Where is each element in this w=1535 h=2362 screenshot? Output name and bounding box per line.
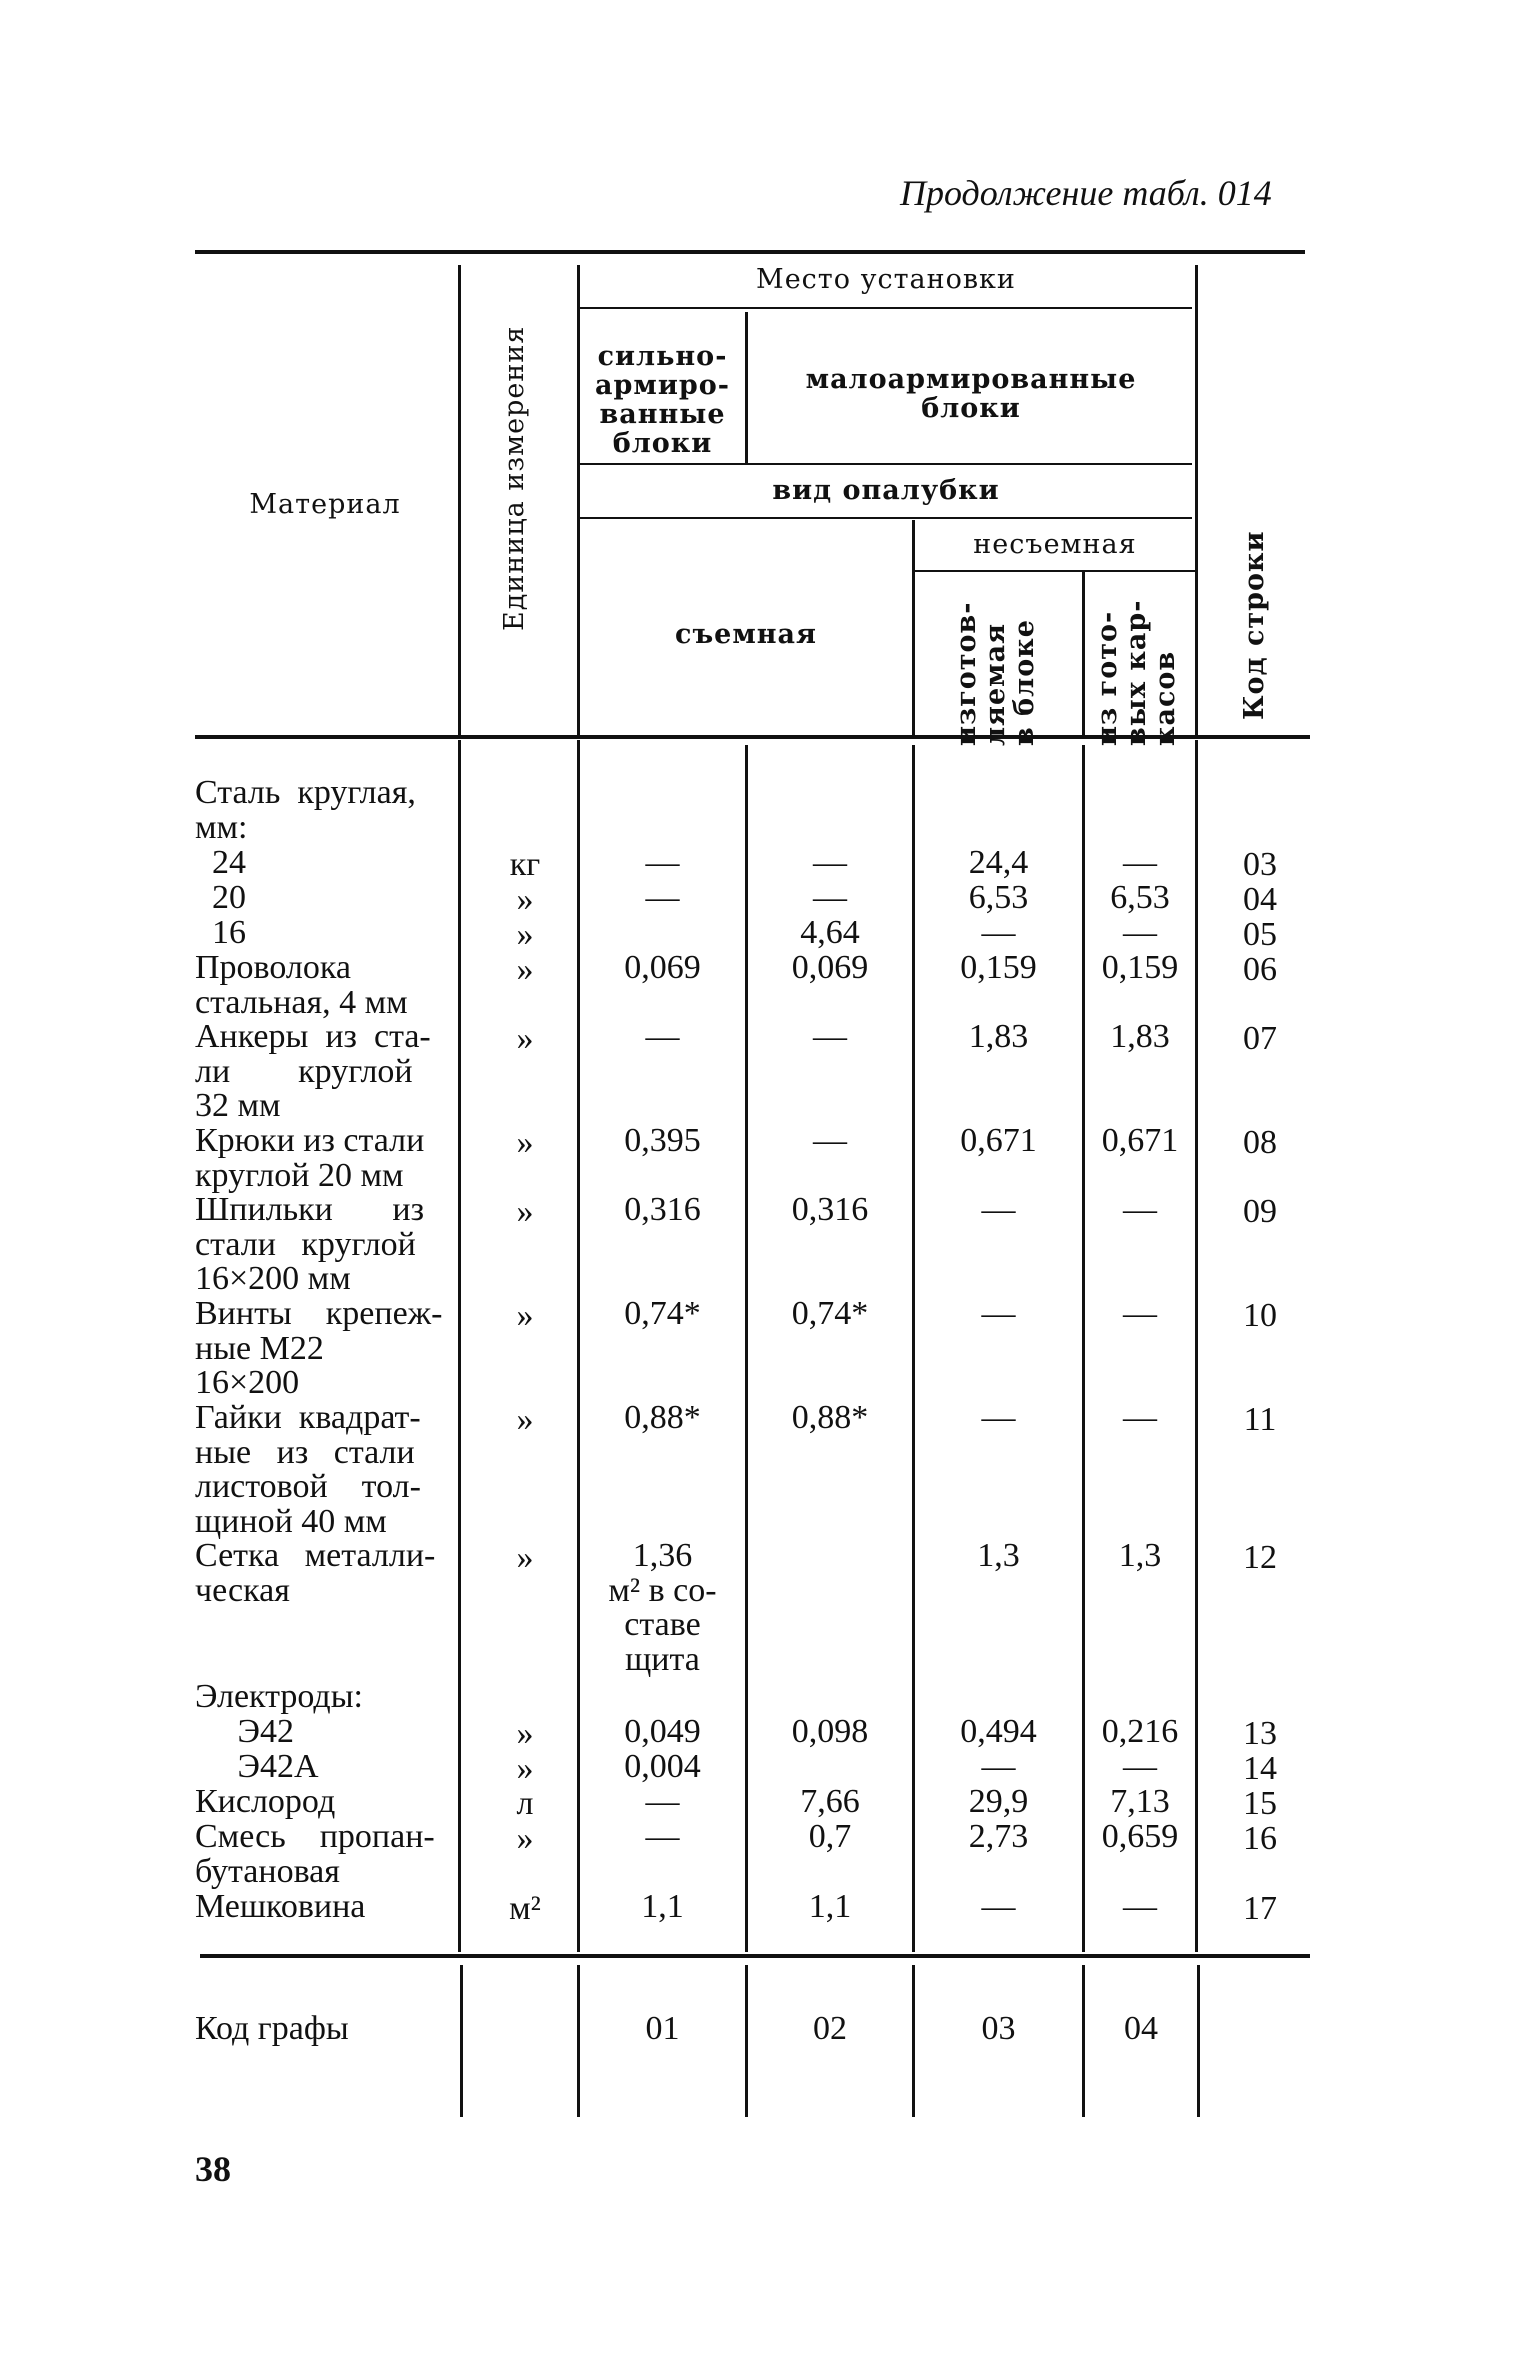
- v-rule: [1082, 572, 1085, 735]
- value-cell-04: —: [1123, 1295, 1157, 1332]
- value-cell-01: —: [645, 1018, 680, 1055]
- value-cell-02: —: [813, 879, 847, 916]
- value-cell-03: 0,671: [960, 1122, 1037, 1159]
- row-code-cell: 08: [1243, 1124, 1277, 1161]
- value-cell-01: 0,88*: [624, 1399, 701, 1436]
- value-cell-03: —: [981, 1888, 1016, 1925]
- row-code-cell: 17: [1243, 1890, 1277, 1927]
- value-cell-01: 0,069: [624, 949, 701, 986]
- value-cell-03: 2,73: [968, 1818, 1029, 1855]
- value-cell-03: —: [981, 1748, 1016, 1785]
- value-cell-02: 0,316: [791, 1191, 869, 1228]
- value-cell-02: 1,1: [808, 1888, 852, 1925]
- unit-cell: »: [516, 1124, 534, 1161]
- material-cell: Сталь круглая, мм:: [195, 774, 416, 846]
- value-cell-01: —: [645, 879, 680, 916]
- body-bottom-rule: [200, 1954, 1310, 1958]
- v-rule: [458, 740, 461, 1952]
- material-cell: Э42: [195, 1713, 294, 1750]
- value-cell-04: 1,3: [1118, 1537, 1162, 1574]
- value-cell-03: 0,494: [960, 1713, 1037, 1750]
- value-cell-03: —: [981, 914, 1016, 951]
- value-cell-02: 7,66: [800, 1783, 860, 1820]
- value-cell-04: 0,159: [1101, 949, 1179, 986]
- column-code: 01: [645, 2010, 680, 2047]
- value-cell-02: 0,069: [791, 949, 869, 986]
- value-cell-01: —: [645, 1818, 680, 1855]
- value-cell-02: 0,7: [808, 1818, 852, 1855]
- unit-cell: »: [516, 1820, 534, 1857]
- top-rule: [195, 250, 1305, 254]
- row-code-cell: 14: [1243, 1750, 1277, 1787]
- header-removable: съемная: [675, 619, 817, 650]
- value-cell-01: 0,004: [624, 1748, 701, 1785]
- value-cell-01: 0,049: [624, 1713, 701, 1750]
- header-material: Материал: [249, 489, 401, 520]
- formwork-rule: [580, 517, 1192, 519]
- value-cell-03: —: [981, 1191, 1016, 1228]
- unit-cell: »: [516, 916, 534, 953]
- header-place: Место установки: [756, 264, 1016, 295]
- value-cell-02: 0,74*: [791, 1295, 869, 1332]
- v-rule: [1195, 740, 1198, 1952]
- value-cell-04: 0,671: [1101, 1122, 1179, 1159]
- column-code: 03: [981, 2010, 1016, 2047]
- unit-cell: м²: [509, 1890, 541, 1927]
- unit-cell: »: [516, 1750, 534, 1787]
- value-cell-02: —: [813, 1018, 847, 1055]
- header-unit: Единица измерения: [499, 325, 530, 631]
- material-cell: Смесь пропан- бутановая: [195, 1818, 435, 1890]
- material-cell: Сетка металли- ческая: [195, 1537, 436, 1609]
- value-cell-01: 1,1: [641, 1888, 684, 1925]
- material-cell: Кислород: [195, 1783, 336, 1820]
- material-cell: 20: [195, 879, 246, 916]
- row-code-cell: 06: [1243, 951, 1277, 988]
- value-cell-01: 0,395: [624, 1122, 701, 1159]
- row-code-cell: 07: [1243, 1020, 1277, 1057]
- unit-cell: »: [516, 881, 534, 918]
- header-non-removable: несъемная: [973, 529, 1137, 560]
- unit-cell: »: [516, 1020, 534, 1057]
- value-cell-04: —: [1123, 1888, 1157, 1925]
- unit-cell: »: [516, 1193, 534, 1230]
- row-code-cell: 13: [1243, 1715, 1277, 1752]
- value-cell-04: 1,83: [1110, 1018, 1170, 1055]
- value-cell-04: —: [1123, 1191, 1157, 1228]
- v-rule: [458, 265, 461, 735]
- material-cell: Винты крепеж- ные М22 16×200: [195, 1295, 443, 1401]
- value-cell-03: 1,3: [977, 1537, 1020, 1574]
- unit-cell: »: [516, 1297, 534, 1334]
- unit-cell: »: [516, 1715, 534, 1752]
- row-code-cell: 03: [1243, 846, 1277, 883]
- value-cell-02: —: [813, 1122, 847, 1159]
- value-cell-04: 0,659: [1101, 1818, 1179, 1855]
- unit-cell: »: [516, 1539, 534, 1576]
- table-caption: Продолжение табл. 014: [900, 173, 1272, 213]
- value-cell-03: 1,83: [968, 1018, 1029, 1055]
- value-cell-01: 0,74*: [624, 1295, 701, 1332]
- value-cell-04: 6,53: [1110, 879, 1170, 916]
- header-heavy-reinforced: сильно- армиро- ванные блоки: [595, 341, 730, 459]
- v-rule: [460, 1965, 463, 2117]
- page-number: 38: [195, 2149, 231, 2189]
- value-cell-02: 0,098: [791, 1713, 869, 1750]
- row-code-cell: 15: [1243, 1785, 1277, 1822]
- row-code-cell: 16: [1243, 1820, 1277, 1857]
- place-rule: [580, 307, 1192, 309]
- value-cell-04: —: [1123, 1748, 1157, 1785]
- reinforcement-rule: [580, 463, 1192, 465]
- header-made-in-block: изготов- ляемая в блоке: [951, 601, 1040, 746]
- v-rule: [745, 312, 748, 464]
- value-cell-04: —: [1123, 914, 1157, 951]
- material-cell: Э42А: [195, 1748, 319, 1785]
- value-cell-03: —: [981, 1295, 1016, 1332]
- header-from-frames: из гото- вых кар- касов: [1092, 599, 1181, 746]
- v-rule: [1195, 265, 1198, 735]
- row-code-cell: 05: [1243, 916, 1277, 953]
- column-code: 04: [1124, 2010, 1158, 2047]
- value-cell-03: —: [981, 1399, 1016, 1436]
- material-cell: Гайки квадрат- ные из стали листовой тол- щиной 40 мм: [195, 1399, 421, 1540]
- value-cell-03: 24,4: [968, 844, 1029, 881]
- value-cell-04: —: [1123, 844, 1157, 881]
- material-cell: 16: [195, 914, 246, 951]
- value-cell-01: 0,316: [624, 1191, 701, 1228]
- unit-cell: »: [516, 951, 534, 988]
- value-cell-03: 0,159: [960, 949, 1037, 986]
- value-cell-04: 7,13: [1110, 1783, 1170, 1820]
- value-cell-02: —: [813, 844, 847, 881]
- value-cell-01: 1,36 м² в со- ставе щита: [608, 1537, 717, 1678]
- header-formwork-type: вид опалубки: [772, 475, 1000, 506]
- value-cell-03: 29,9: [968, 1783, 1029, 1820]
- material-cell: Мешковина: [195, 1888, 366, 1925]
- unit-cell: кг: [509, 846, 541, 883]
- material-cell: Анкеры из ста- ли круглой 32 мм: [195, 1018, 431, 1124]
- row-code-cell: 09: [1243, 1193, 1277, 1230]
- value-cell-04: 0,216: [1101, 1713, 1179, 1750]
- value-cell-02: 4,64: [800, 914, 860, 951]
- value-cell-02: 0,88*: [791, 1399, 869, 1436]
- row-code-cell: 10: [1243, 1297, 1277, 1334]
- column-code: 02: [813, 2010, 847, 2047]
- row-code-cell: 12: [1243, 1539, 1277, 1576]
- value-cell-04: —: [1123, 1399, 1157, 1436]
- header-row-code: Код строки: [1239, 530, 1270, 720]
- material-cell: Крюки из стали круглой 20 мм: [195, 1122, 425, 1194]
- v-rule: [1197, 1965, 1200, 2117]
- value-cell-01: —: [645, 844, 680, 881]
- material-cell: Шпильки из стали круглой 16×200 мм: [195, 1191, 425, 1297]
- row-code-cell: 11: [1243, 1401, 1277, 1438]
- material-cell: 24: [195, 844, 246, 881]
- value-cell-03: 6,53: [968, 879, 1029, 916]
- column-code-label: Код графы: [195, 2010, 349, 2047]
- unit-cell: »: [516, 1401, 534, 1438]
- unit-cell: л: [516, 1785, 534, 1822]
- value-cell-01: —: [645, 1783, 680, 1820]
- header-light-reinforced: малоармированные блоки: [805, 364, 1137, 424]
- material-cell: Электроды:: [195, 1678, 364, 1715]
- material-cell: Проволока стальная, 4 мм: [195, 949, 408, 1021]
- row-code-cell: 04: [1243, 881, 1277, 918]
